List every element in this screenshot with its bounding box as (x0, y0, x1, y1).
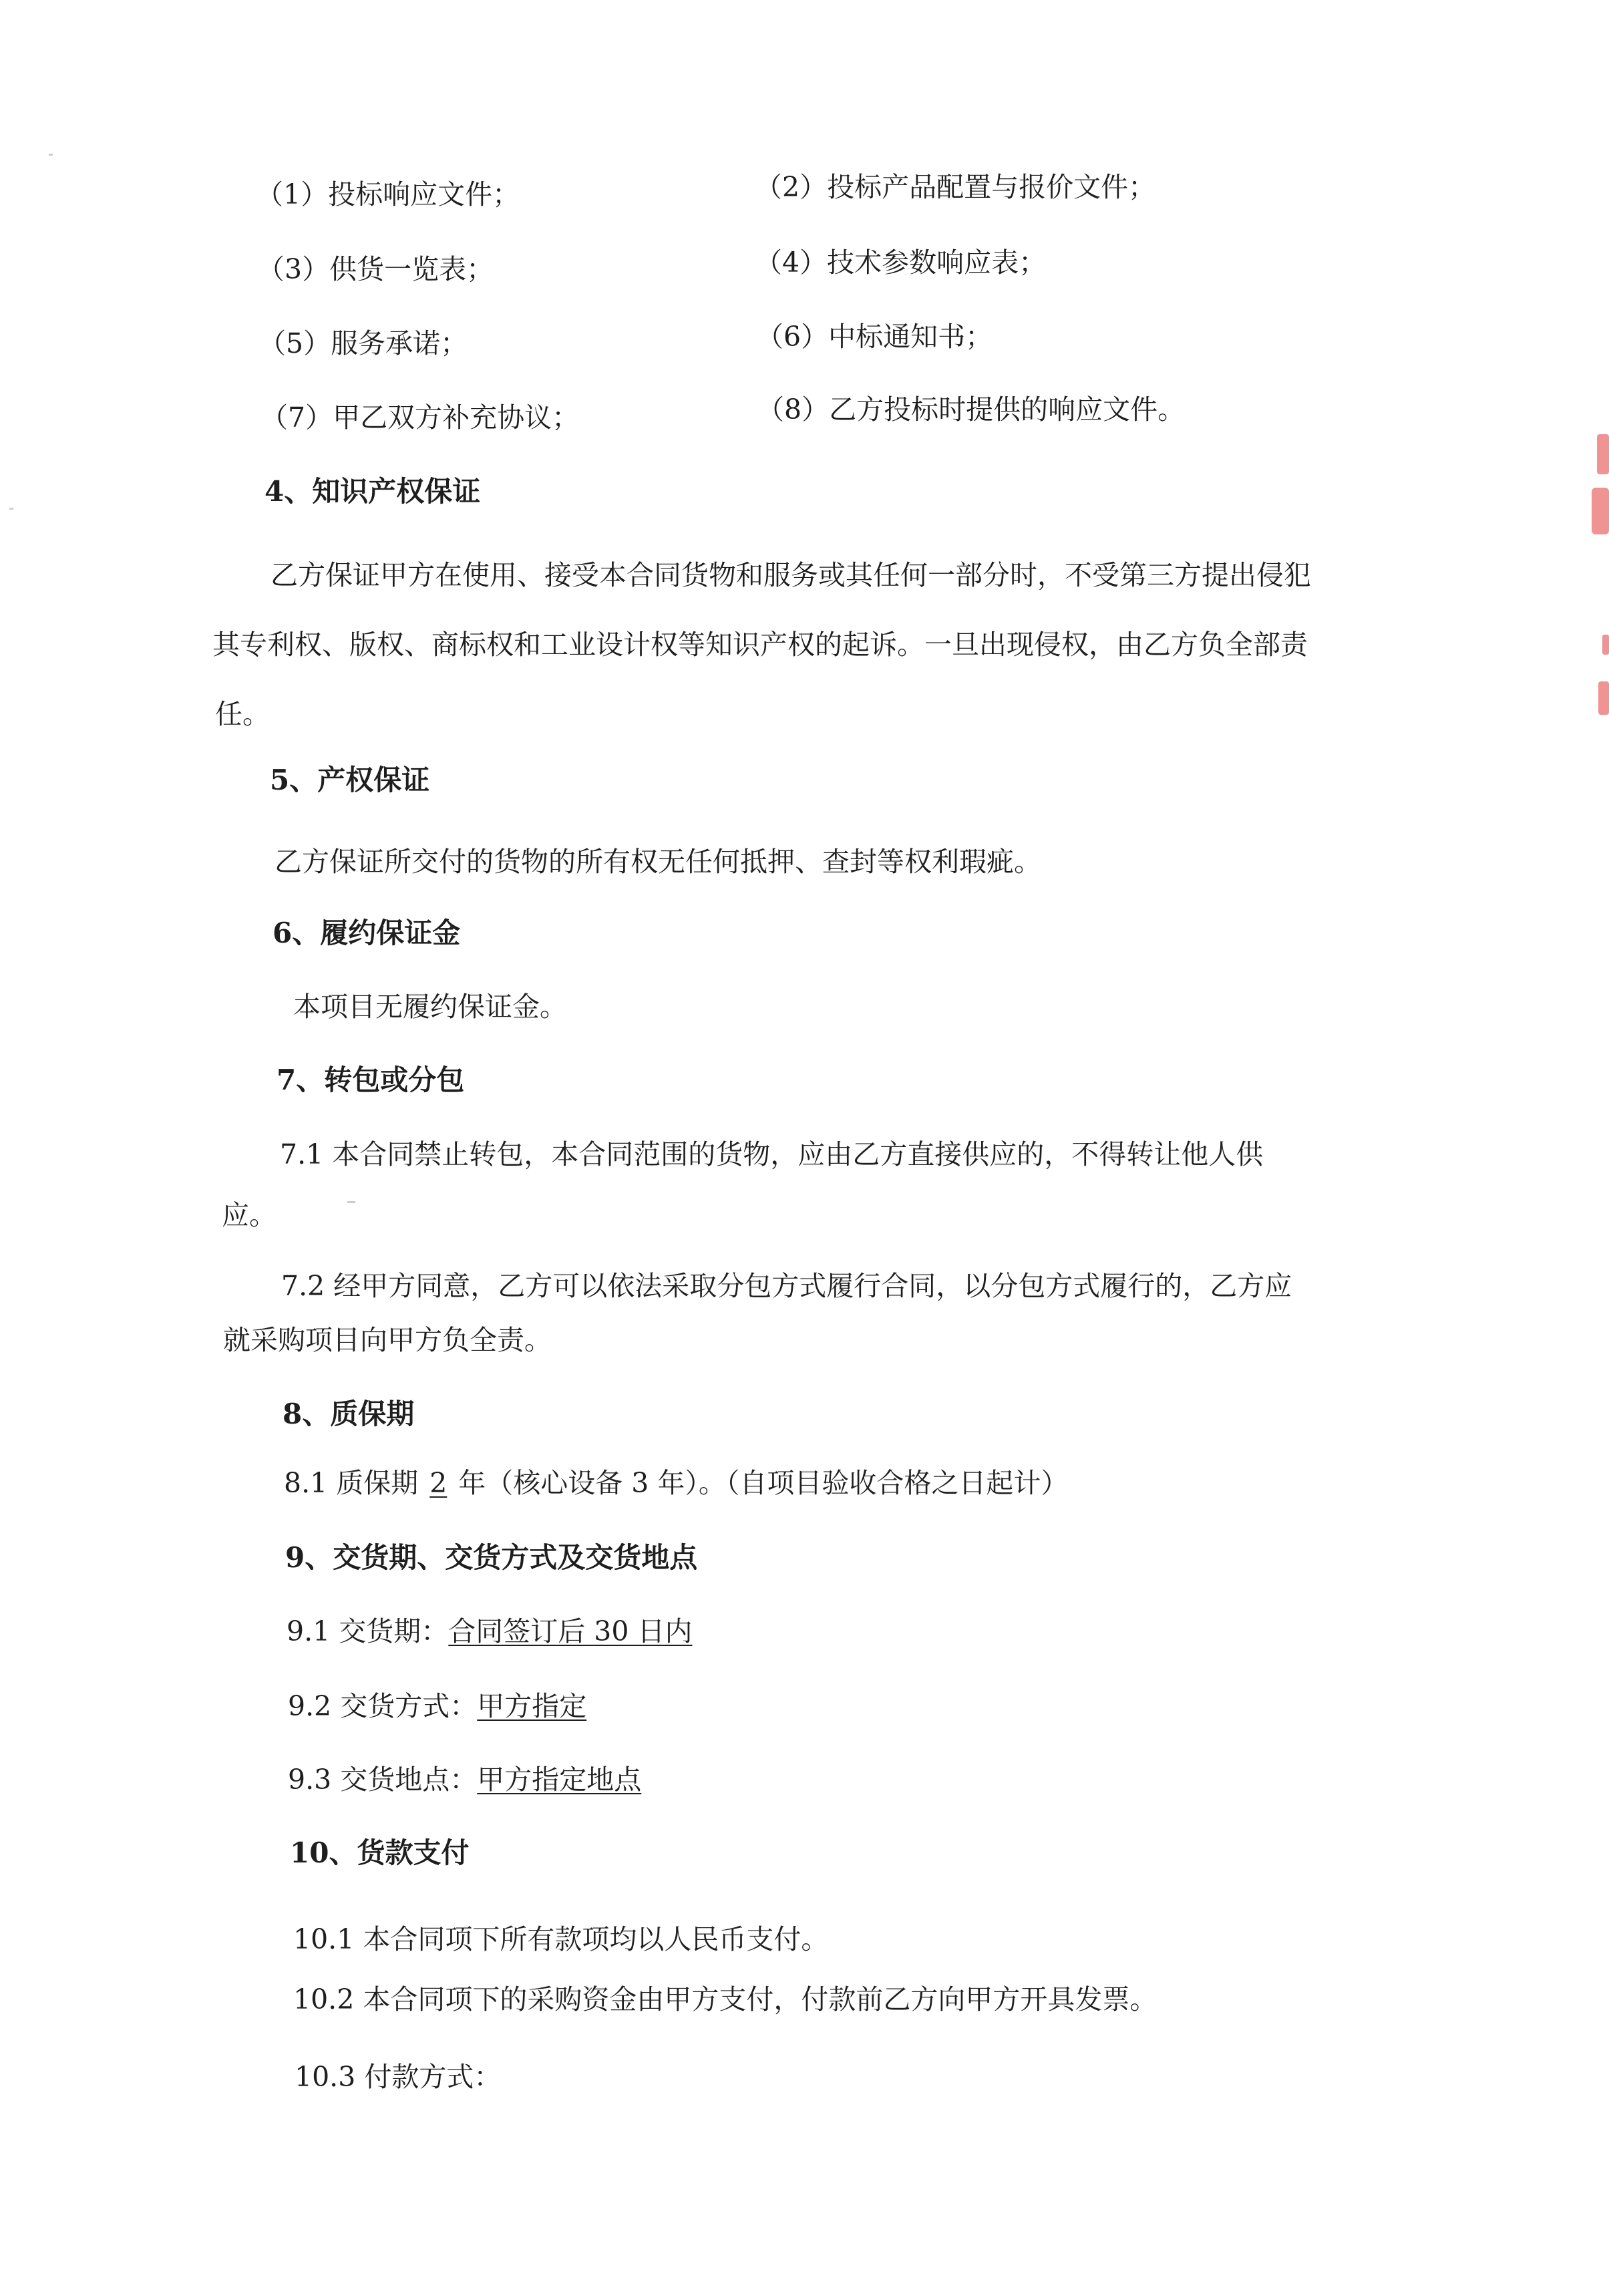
section-10-2: 10.2 本合同项下的采购资金由甲方支付，付款前乙方向甲方开具发票。 (293, 1983, 1157, 2015)
doc-list-item-4: （4）技术参数响应表； (755, 247, 1047, 279)
section-8-1 (284, 1466, 1068, 1500)
delivery-location-label: 9.3 交货地点： (288, 1764, 478, 1796)
section-6-heading: 6、履约保证金 (273, 917, 461, 949)
doc-list-item-2: （2）投标产品配置与报价文件； (755, 171, 1156, 203)
section-4-paragraph-line-2: 其专利权、版权、商标权和工业设计权等知识产权的起诉。一旦出现侵权，由乙方负全部责 (212, 629, 1308, 661)
section-10-3: 10.3 付款方式： (295, 2061, 502, 2093)
delivery-period-value: 合同签订后 30 日内 (448, 1615, 693, 1647)
section-10-1: 10.1 本合同项下所有款项均以人民币支付。 (293, 1923, 829, 1955)
doc-list-item-7: （7）甲乙双方补充协议； (260, 401, 580, 434)
section-7-2-line-1: 7.2 经甲方同意，乙方可以依法采取分包方式履行合同，以分包方式履行的，乙方应 (281, 1270, 1292, 1302)
section-5-paragraph: 乙方保证所交付的货物的所有权无任何抵押、查封等权利瑕疵。 (275, 846, 1041, 878)
section-7-1-line-2: 应。 (222, 1199, 277, 1231)
doc-list-item-1: （1）投标响应文件； (256, 178, 520, 210)
doc-list-item-5: （5）服务承诺； (258, 327, 468, 359)
section-10-heading: 10、货款支付 (290, 1836, 470, 1869)
section-4-heading: 4、知识产权保证 (264, 475, 481, 508)
section-8-heading: 8、质保期 (283, 1398, 415, 1430)
scan-speck (9, 508, 13, 510)
section-5-heading: 5、产权保证 (270, 764, 430, 796)
delivery-method-label: 9.2 交货方式： (288, 1690, 478, 1722)
section-4-paragraph-line-1: 乙方保证甲方在使用、接受本合同货物和服务或其任何一部分时，不受第三方提出侵犯 (271, 559, 1311, 591)
section-4-paragraph-line-3: 任。 (215, 698, 270, 730)
section-7-1-line-1: 7.1 本合同禁止转包，本合同范围的货物，应由乙方直接供应的，不得转让他人供 (280, 1138, 1264, 1170)
section-9-1 (287, 1615, 693, 1648)
doc-list-item-6: （6）中标通知书； (756, 321, 993, 353)
warranty-suffix: 年（核心设备 3 年）。（自项目验收合格之日起计） (458, 1467, 1069, 1499)
delivery-location-value: 甲方指定地点 (477, 1764, 642, 1796)
section-7-heading: 7、转包或分包 (277, 1063, 465, 1096)
section-6-paragraph: 本项目无履约保证金。 (293, 991, 567, 1023)
doc-list-item-8: （8）乙方投标时提供的响应文件。 (757, 393, 1186, 426)
delivery-period-label: 9.1 交货期： (287, 1615, 449, 1647)
section-9-heading: 9、交货期、交货方式及交货地点 (285, 1541, 698, 1574)
section-7-2-line-2: 就采购项目向甲方负全责。 (223, 1324, 552, 1356)
doc-list-item-3: （3）供货一览表； (257, 253, 494, 285)
section-9-2 (288, 1689, 586, 1723)
scan-speck (347, 1201, 355, 1203)
delivery-method-value: 甲方指定 (477, 1690, 587, 1722)
warranty-prefix: 8.1 质保期 (284, 1467, 419, 1499)
seal-stamp-fragment (1582, 421, 1609, 721)
scan-speck (49, 154, 53, 156)
section-9-3 (288, 1763, 641, 1796)
warranty-years: 2 (429, 1467, 448, 1499)
